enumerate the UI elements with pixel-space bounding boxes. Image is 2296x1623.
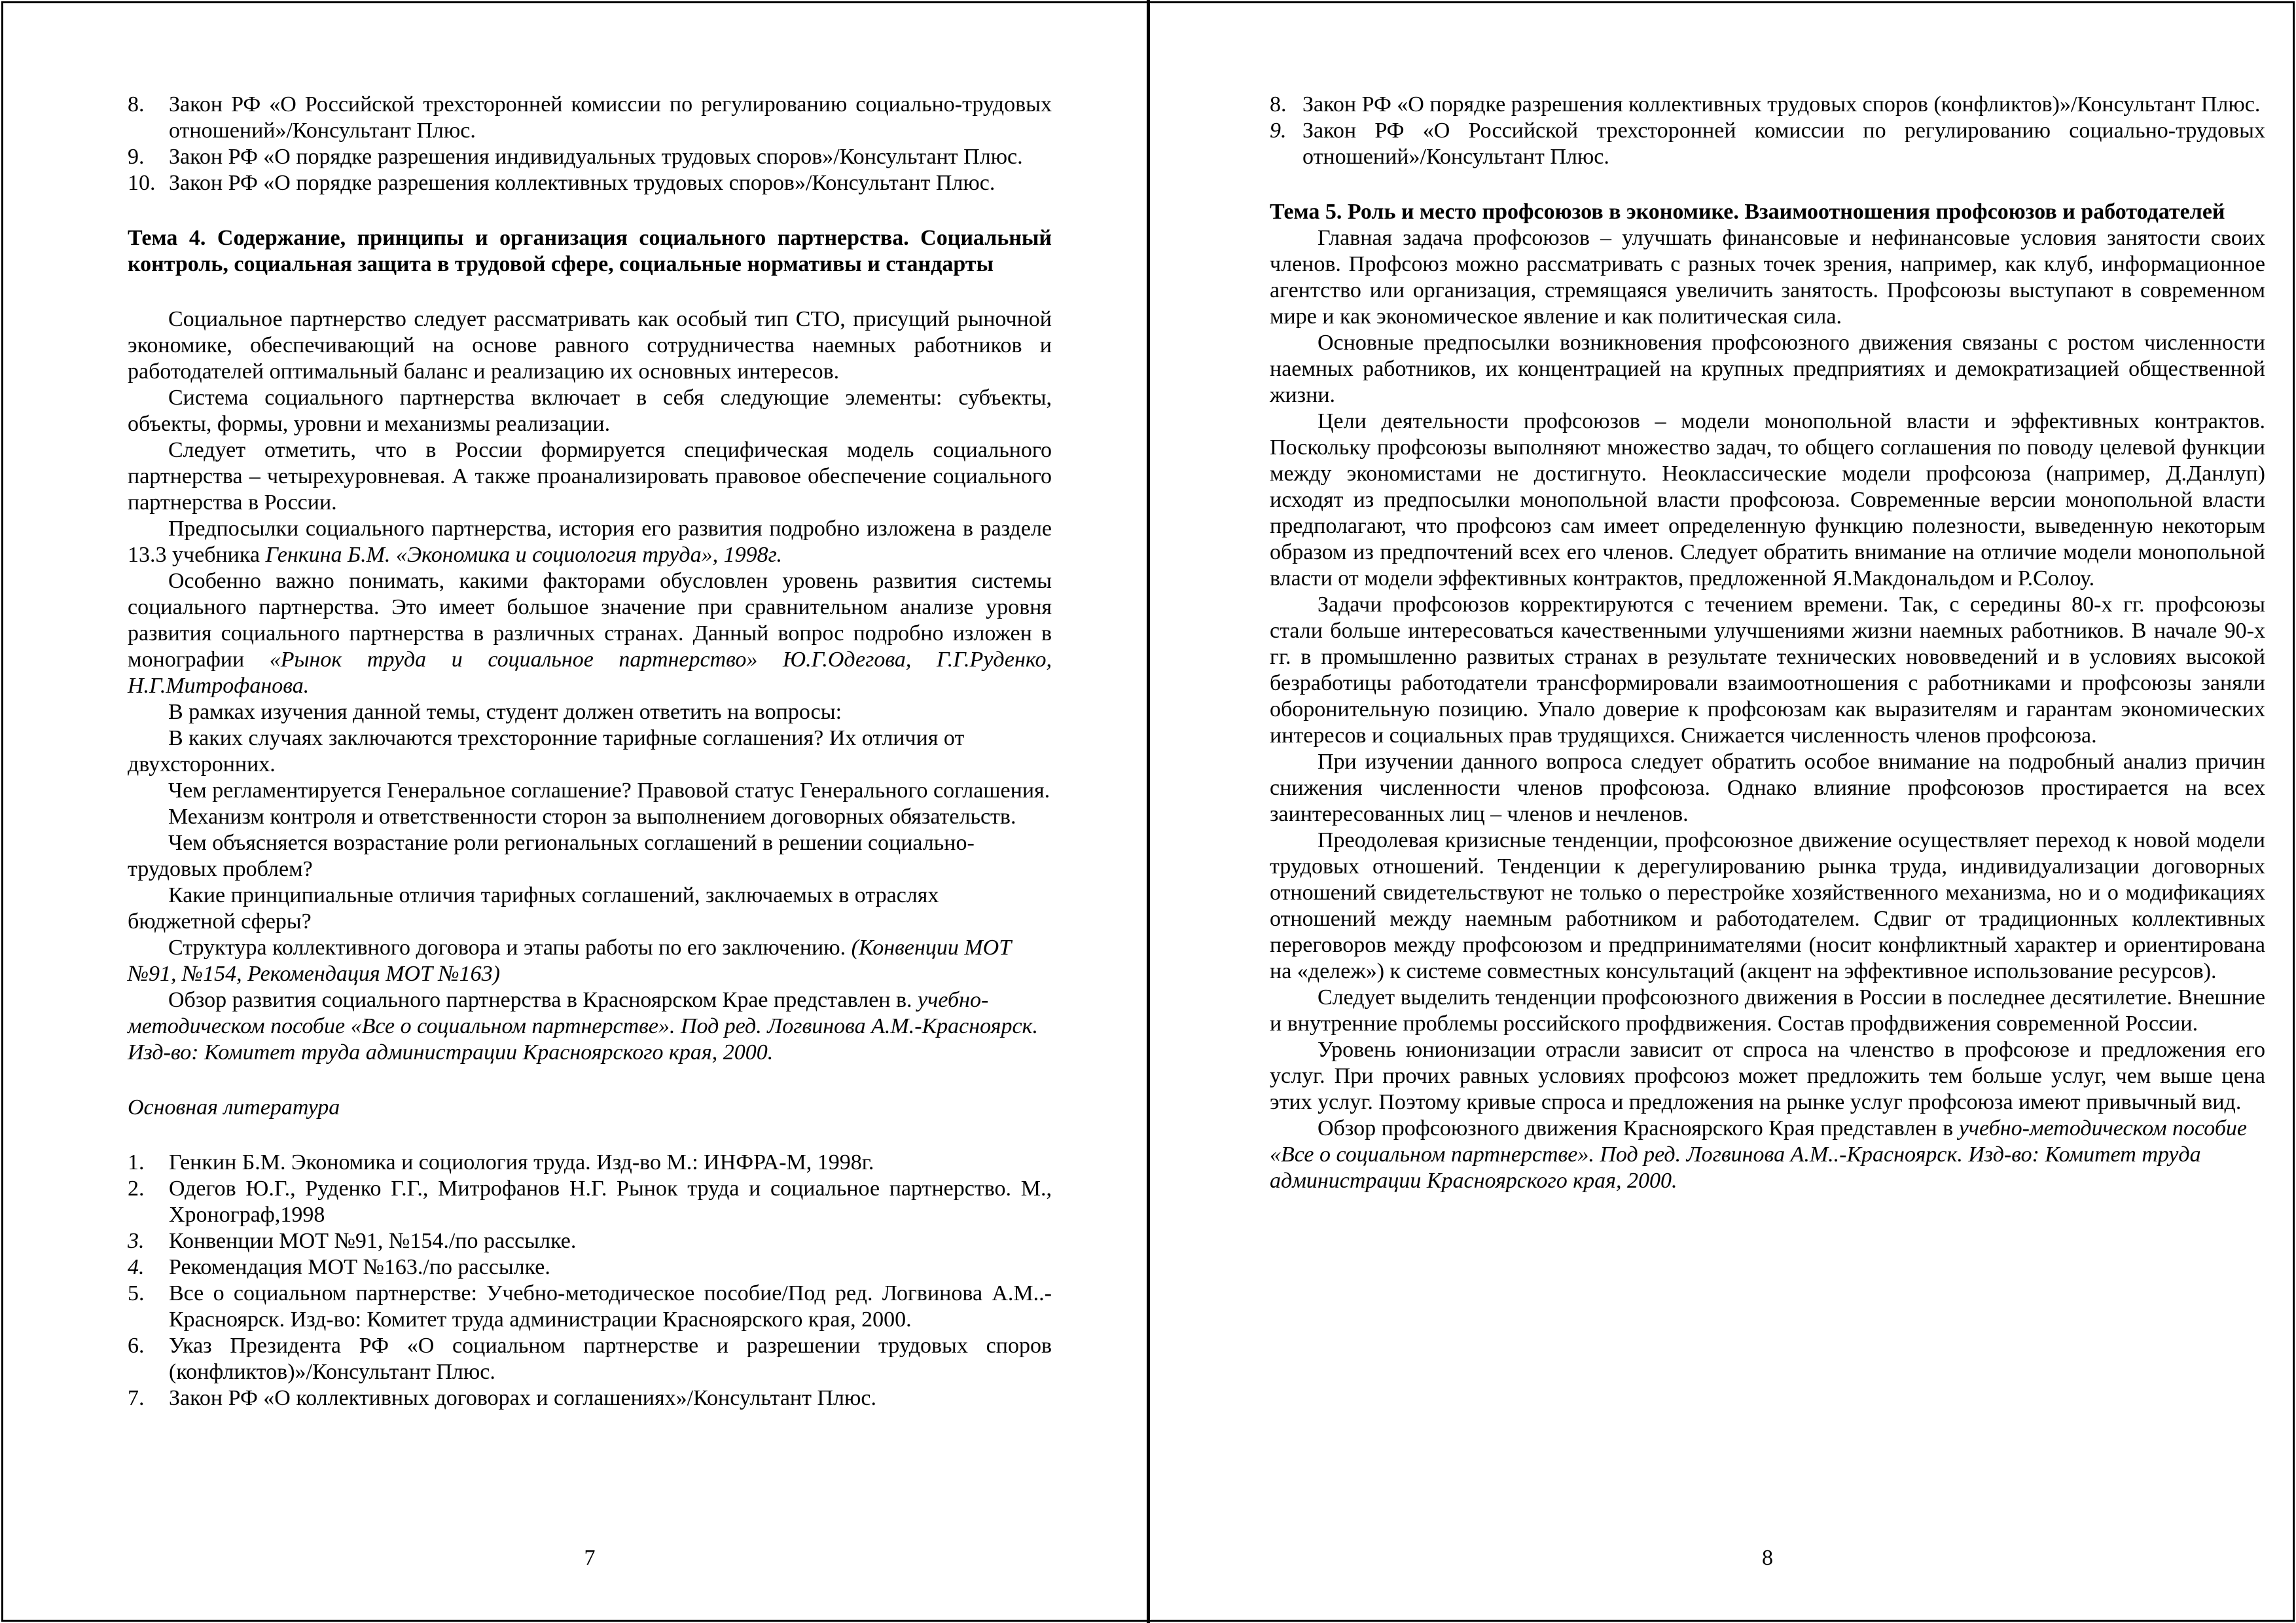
list-item (128, 170, 1052, 196)
list-item (128, 92, 1052, 144)
text-run: Закон РФ «О Российской трехсторонней комиссии по регулированию социально-трудовых отношений»/Консультант Плюс. (1302, 119, 2265, 169)
text-run: Основные предпосылки возникновения профсоюзного движения связаны с ростом численности наемных работников, их концентрацией на крупных предприятиях и демократизацией общественной жизни. (1270, 331, 2265, 407)
text-run: Преодолевая кризисные тенденции, профсоюзное движение осуществляет переход к новой модели трудовых отношений. Тенденции к дерегулированию рынка труда, индивидуализации договорных отношений свидетельствуют не только о перестройке хозяйственного механизма, но и о модификациях отношений между наемным работником и работодателем. Сдвиг от традиционных коллективных переговоров между профсоюзом и предпринимателями (носит конфликтный характер и ориентирована на «дележ») к системе совместных консультаций (акцент на эффективное использование ресурсов). (1270, 828, 2265, 983)
blank-line (128, 278, 1052, 306)
text-run: Все о социальном партнерстве: Учебно-методическое пособие/Под ред. Логвинова А.М..-Красноярск. Изд-во: Комитет труда администрации Красноярского края, 2000. (169, 1281, 1052, 1332)
list-item-number: 6. (128, 1334, 145, 1358)
paragraph (128, 830, 1052, 883)
text-run: Основная литература (128, 1095, 340, 1120)
paragraph (1270, 592, 2265, 749)
blank-line (128, 1121, 1052, 1150)
paragraph (128, 699, 1052, 725)
paragraph (1270, 749, 2265, 828)
text-run: Закон РФ «О порядке разрешения коллективных трудовых споров»/Консультант Плюс. (169, 171, 996, 195)
list-item (128, 1150, 1052, 1176)
paragraph (128, 725, 1052, 778)
list-item-number: 8. (1270, 92, 1287, 117)
text-run: Следует отметить, что в России формируется специфическая модель социального партнерства – четырехуровневая. А также проанализировать правовое обеспечение социального партнерства в России. (128, 438, 1052, 515)
text-run: Обзор профсоюзного движения Красноярского Края представлен в (1318, 1116, 1959, 1140)
paragraph (128, 437, 1052, 516)
paragraph (1270, 1116, 2265, 1194)
text-run: Одегов Ю.Г., Руденко Г.Г., Митрофанов Н.Г. Рынок труда и социальное партнерство. М., Хронограф,1998 (169, 1176, 1052, 1227)
paragraph (1270, 409, 2265, 592)
paragraph (1270, 985, 2265, 1037)
list-item-number: 4. (128, 1255, 145, 1279)
list-item (128, 1254, 1052, 1281)
text-run: Механизм контроля и ответственности сторон за выполнением договорных обязательств. (168, 805, 1016, 829)
list-item-number: 7. (128, 1386, 145, 1410)
list-item (128, 1281, 1052, 1333)
text-run: Чем объясняется возрастание роли региональных соглашений в решении социально-трудовых проблем? (128, 831, 975, 881)
text-run: Тема 5. Роль и место профсоюзов в экономике. Взаимоотношения профсоюзов и работодателей (1270, 200, 2225, 224)
text-run: Генкина Б.М. «Экономика и социология труда», 1998г. (265, 543, 782, 567)
section-heading (1270, 199, 2265, 225)
right-page-number: 8 (1762, 1546, 1773, 1570)
text-run: Система социального партнерства включает в себя следующие элементы: субъекты, объекты, формы, уровни и механизмы реализации. (128, 386, 1052, 436)
text-run: Особенно важно понимать, какими факторами обусловлен уровень развития системы социального партнерства. Это имеет большое значение при сравнительном анализе уровня развития социального партнерства в различных странах. Данный вопрос подробно изложен в монографии (128, 569, 1052, 672)
text-run: Указ Президента РФ «О социальном партнерстве и разрешении трудовых споров (конфликтов)»/Консультант Плюс. (169, 1334, 1052, 1384)
paragraph (128, 516, 1052, 568)
left-page-content (128, 92, 1052, 1412)
paragraph (128, 568, 1052, 699)
list-item-number: 9. (128, 145, 145, 169)
paragraph (1270, 828, 2265, 985)
text-run: Рекомендация МОТ №163./по рассылке. (169, 1255, 550, 1279)
text-run: Тема 4. Содержание, принципы и организация социального партнерства. Социальный контроль, социальная защита в трудовой сфере, социальные нормативы и стандарты (128, 226, 1052, 276)
text-run: Структура коллективного договора и этапы работы по его заключению. (168, 936, 852, 960)
blank-line (128, 196, 1052, 225)
text-run: Закон РФ «О порядке разрешения коллективных трудовых споров (конфликтов)»/Консультант Плюс. (1302, 92, 2261, 117)
text-run: Генкин Б.М. Экономика и социология труда. Изд-во М.: ИНФРА-М, 1998г. (169, 1150, 874, 1175)
text-run: Социальное партнерство следует рассматривать как особый тип СТО, присущий рыночной экономике, обеспечивающий на основе равного сотрудничества наемных работников и работодателей оптимальный баланс и реализацию их основных интересов. (128, 307, 1052, 384)
text-run: Главная задача профсоюзов – улучшать финансовые и нефинансовые условия занятости своих членов. Профсоюз можно рассматривать с разных точек зрения, например, как клуб, информационное агентство или организация, стремящаяся увеличить занятость. Профсоюзы выступают в современном мире и как экономическое явление и как политическая сила. (1270, 226, 2265, 329)
text-run: (Конвенции МОТ №91, №154, Рекомендация МОТ №163) (128, 936, 1012, 986)
paragraph (128, 883, 1052, 935)
list-item-number: 1. (128, 1150, 145, 1175)
paragraph (128, 987, 1052, 1066)
text-run: Предпосылки социального партнерства, история его развития подробно изложена в разделе 13.3 учебника (128, 517, 1052, 567)
list-item-number: 10. (128, 171, 156, 195)
list-item-number: 2. (128, 1176, 145, 1201)
text-run: Закон РФ «О порядке разрешения индивидуальных трудовых споров»/Консультант Плюс. (169, 145, 1023, 169)
text-run: учебно-методическом пособие «Все о социальном партнерстве». Под ред. Логвинова А.М..-Красноярск. Изд-во: Комитет труда администрации Красноярского края, 2000. (1270, 1116, 2248, 1193)
list-item (128, 1176, 1052, 1228)
text-run: Обзор развития социального партнерства в Красноярском Крае представлен в. (168, 988, 918, 1012)
list-item (128, 1228, 1052, 1254)
text-run: Уровень юнионизации отрасли зависит от спроса на членство в профсоюзе и предложения его услуг. При прочих равных условиях профсоюз может предложить тем больше услуг, чем выше цена этих услуг. Поэтому кривые спроса и предложения на рынке услуг профсоюза имеют привычный вид. (1270, 1038, 2265, 1114)
text-run: «Рынок труда и социальное партнерство» Ю.Г.Одегова, Г.Г.Руденко, Н.Г.Митрофанова. (128, 647, 1052, 698)
list-item (1270, 118, 2265, 170)
paragraph (128, 385, 1052, 437)
list-item (128, 144, 1052, 170)
text-run: Чем регламентируется Генеральное соглашение? Правовой статус Генерального соглашения. (168, 778, 1050, 803)
list-item-number: 5. (128, 1281, 145, 1305)
blank-line (128, 1066, 1052, 1095)
paragraph (128, 306, 1052, 385)
text-run: Задачи профсоюзов корректируются с течением времени. Так, с середины 80-х гг. профсоюзы стали больше интересоваться качественными улучшениями жизни наемных работников. В начале 90-х гг. в промышленно развитых странах в результате технических нововведений и в условиях высокой безработицы работодатели трансформировали взаимоотношения с работниками и профсоюзы заняли оборонительную позицию. Упало доверие к профсоюзам как выразителям и гарантам экономических интересов и социальных прав трудящихся. Снижается численность членов профсоюза. (1270, 593, 2265, 748)
section-heading (128, 225, 1052, 278)
paragraph (128, 935, 1052, 987)
paragraph (1270, 330, 2265, 409)
paragraph (1270, 1037, 2265, 1116)
paragraph (1270, 225, 2265, 330)
blank-line (1270, 170, 2265, 199)
list-item-number: 9. (1270, 119, 1287, 143)
paragraph (128, 778, 1052, 804)
text-run: В каких случаях заключаются трехсторонние тарифные соглашения? Их отличия от двухсторонних. (128, 726, 965, 776)
list-item (128, 1385, 1052, 1412)
paragraph (128, 1095, 1052, 1121)
text-run: При изучении данного вопроса следует обратить особое внимание на подробный анализ причин снижения численности членов профсоюза. Однако влияние профсоюзов простирается на всех заинтересованных лиц – членов и нечленов. (1270, 750, 2265, 826)
page-spread-divider (1147, 0, 1150, 1623)
text-run: Конвенции МОТ №91, №154./по рассылке. (169, 1229, 577, 1253)
list-item (1270, 92, 2265, 118)
list-item (128, 1333, 1052, 1385)
text-run: Какие принципиальные отличия тарифных соглашений, заключаемых в отраслях бюджетной сферы? (128, 883, 939, 934)
left-page-number: 7 (584, 1546, 596, 1570)
text-run: Закон РФ «О коллективных договорах и соглашениях»/Консультант Плюс. (169, 1386, 876, 1410)
text-run: Следует выделить тенденции профсоюзного движения в России в последнее десятилетие. Внешние и внутренние проблемы российского профдвижения. Состав профдвижения современной России. (1270, 985, 2265, 1036)
text-run: Закон РФ «О Российской трехсторонней комиссии по регулированию социально-трудовых отношений»/Консультант Плюс. (169, 92, 1052, 143)
list-item-number: 3. (128, 1229, 145, 1253)
right-page-content (1270, 92, 2265, 1194)
paragraph (128, 804, 1052, 830)
text-run: учебно-методическом пособие «Все о социальном партнерстве». Под ред. Логвинова А.М.-Красноярск. Изд-во: Комитет труда администрации Красноярского края, 2000. (128, 988, 1038, 1065)
text-run: Цели деятельности профсоюзов – модели монопольной власти и эффективных контрактов. Поскольку профсоюзы выполняют множество задач, то общего соглашения по поводу целевой функции между экономистами не достигнуто. Неоклассические модели профсоюза (например, Д.Данлуп) исходят из предпосылки монопольной власти профсоюза. Современные версии монопольной власти предполагают, что профсоюз сам имеет определенную функцию полезности, выведенную некоторым образом из предпочтений всех его членов. Следует обратить внимание на отличие модели монопольной власти от модели эффективных контрактов, предложенной Я.Макдональдом и Р.Солоу. (1270, 409, 2265, 591)
list-item-number: 8. (128, 92, 145, 117)
text-run: В рамках изучения данной темы, студент должен ответить на вопросы: (168, 700, 842, 724)
